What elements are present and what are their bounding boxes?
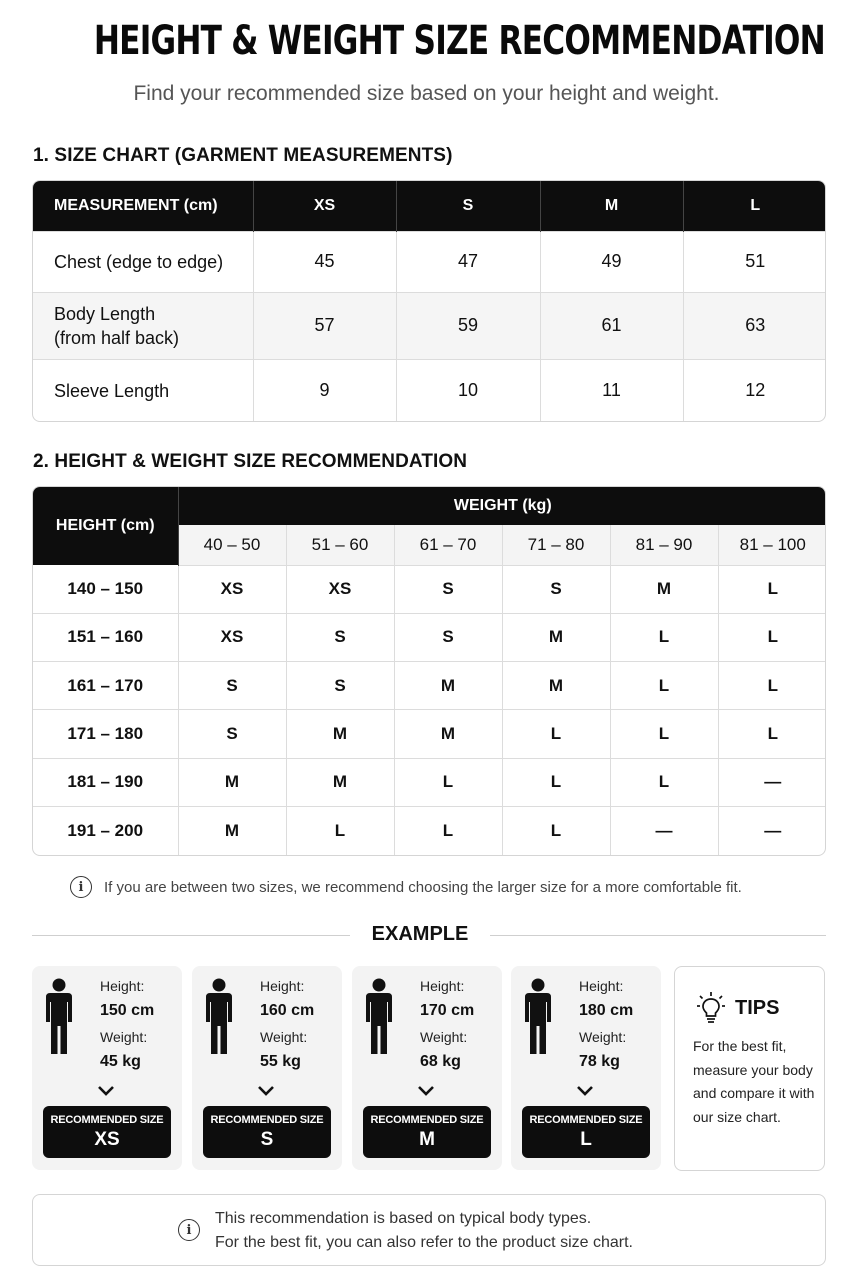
bottom-note-line2: For the best fit, you can also refer to the product size chart. [215, 1234, 633, 1251]
example-card [511, 966, 661, 1170]
weight-value: 55 kg [260, 1053, 301, 1070]
recommended-size-value: XS [94, 1129, 120, 1150]
size-cell: L [718, 710, 826, 758]
recommendation-table [32, 486, 826, 856]
row-label [33, 292, 253, 359]
size-cell: L [610, 662, 718, 710]
table-row [33, 758, 826, 806]
size-cell: L [610, 613, 718, 661]
recommendation-heading: 2. HEIGHT & WEIGHT SIZE RECOMMENDATION [33, 451, 468, 472]
table-cell: 9 [253, 359, 396, 422]
size-chart-header-xs: XS [253, 181, 396, 231]
height-range: 181 – 190 [33, 758, 178, 806]
size-cell: M [502, 662, 610, 710]
size-cell: S [178, 710, 286, 758]
size-cell: XS [286, 565, 394, 613]
chevron-down-icon [416, 1084, 436, 1098]
recommended-size-badge [203, 1106, 331, 1158]
recommended-size-label: RECOMMENDED SIZE [529, 1114, 643, 1126]
bottom-note [32, 1194, 826, 1266]
size-cell: XS [178, 613, 286, 661]
table-row [33, 231, 826, 292]
tips-card [674, 966, 825, 1171]
table-cell: 51 [683, 231, 826, 292]
table-row [33, 292, 826, 359]
recommended-size-value: S [260, 1129, 274, 1150]
weight-label: Weight: [579, 1029, 627, 1045]
size-cell: L [286, 806, 394, 854]
table-cell: 59 [396, 292, 540, 359]
weight-label: Weight: [420, 1029, 468, 1045]
table-cell: 47 [396, 231, 540, 292]
size-cell: L [394, 806, 502, 854]
recommended-size-value: L [580, 1129, 592, 1150]
recommended-size-badge [43, 1106, 171, 1158]
size-cell: L [502, 806, 610, 854]
tips-title: TIPS [735, 997, 780, 1019]
height-range: 161 – 170 [33, 662, 178, 710]
height-header: HEIGHT (cm) [33, 487, 178, 565]
page-subtitle: Find your recommended size based on your height and weight. [133, 82, 720, 105]
example-card [192, 966, 342, 1170]
size-cell: S [286, 662, 394, 710]
table-row [33, 565, 826, 613]
weight-value: 78 kg [579, 1053, 620, 1070]
info-icon: i [178, 1219, 200, 1241]
person-icon [364, 978, 394, 1056]
size-cell: — [610, 806, 718, 854]
height-value: 150 cm [100, 1002, 155, 1019]
recommended-size-label: RECOMMENDED SIZE [50, 1114, 164, 1126]
recommended-size-badge [363, 1106, 491, 1158]
weight-range-header: 81 – 100 [718, 525, 826, 565]
example-card [352, 966, 502, 1170]
lightbulb-icon [697, 991, 725, 1025]
size-cell: L [718, 662, 826, 710]
table-row [33, 710, 826, 758]
weight-range-header: 81 – 90 [610, 525, 718, 565]
size-cell: S [178, 662, 286, 710]
table-row [33, 662, 826, 710]
recommended-size-label: RECOMMENDED SIZE [210, 1114, 324, 1126]
weight-header: WEIGHT (kg) [178, 487, 826, 525]
table-cell: 10 [396, 359, 540, 422]
size-cell: M [394, 710, 502, 758]
recommended-size-value: M [419, 1129, 435, 1150]
chevron-down-icon [256, 1084, 276, 1098]
size-cell: M [178, 758, 286, 806]
size-cell: XS [178, 565, 286, 613]
size-cell: L [502, 710, 610, 758]
bottom-note-line1: This recommendation is based on typical body types. [215, 1210, 592, 1227]
height-range: 151 – 160 [33, 613, 178, 661]
weight-value: 45 kg [100, 1053, 141, 1070]
table-cell: 49 [540, 231, 683, 292]
height-value: 170 cm [420, 1002, 475, 1019]
table-cell: 63 [683, 292, 826, 359]
size-chart-heading: 1. SIZE CHART (GARMENT MEASUREMENTS) [33, 145, 453, 166]
height-label: Height: [579, 978, 624, 994]
table-cell: 61 [540, 292, 683, 359]
page-title: HEIGHT & WEIGHT SIZE RECOMMENDATION [93, 18, 826, 64]
height-value: 180 cm [579, 1002, 634, 1019]
example-card [32, 966, 182, 1170]
weight-range-header: 71 – 80 [502, 525, 610, 565]
size-cell: L [718, 613, 826, 661]
size-cell: M [286, 710, 394, 758]
height-range: 191 – 200 [33, 806, 178, 854]
example-heading: EXAMPLE [371, 923, 469, 945]
size-chart-header-s: S [396, 181, 540, 231]
recommended-size-badge [522, 1106, 650, 1158]
size-cell: M [286, 758, 394, 806]
height-label: Height: [100, 978, 145, 994]
height-label: Height: [420, 978, 465, 994]
table-cell: 57 [253, 292, 396, 359]
size-cell: L [394, 758, 502, 806]
weight-range-header: 61 – 70 [394, 525, 502, 565]
table-row [33, 359, 826, 422]
size-chart-header-measurement: MEASUREMENT (cm) [33, 181, 253, 231]
size-cell: S [502, 565, 610, 613]
size-chart-table [32, 180, 826, 422]
table-row [33, 806, 826, 854]
weight-label: Weight: [260, 1029, 308, 1045]
size-cell: S [394, 613, 502, 661]
size-cell: S [394, 565, 502, 613]
person-icon [523, 978, 553, 1056]
weight-range-header: 40 – 50 [178, 525, 286, 565]
row-label: Chest (edge to edge) [33, 231, 253, 292]
weight-label: Weight: [100, 1029, 148, 1045]
size-cell: S [286, 613, 394, 661]
height-range: 140 – 150 [33, 565, 178, 613]
info-icon: i [70, 876, 92, 898]
size-chart-header-l: L [683, 181, 826, 231]
person-icon [204, 978, 234, 1056]
recommended-size-label: RECOMMENDED SIZE [370, 1114, 484, 1126]
size-cell: — [764, 820, 782, 840]
fit-note [70, 876, 742, 898]
size-cell: L [610, 710, 718, 758]
tips-text: For the best fit, measure your body and compare it with our size chart. [693, 1038, 815, 1125]
fit-note-text: If you are between two sizes, we recommend choosing the larger size for a more comfortable fit. [104, 878, 742, 896]
table-row [33, 613, 826, 661]
size-cell: L [718, 565, 826, 613]
row-label: Sleeve Length [33, 359, 253, 422]
row-label-line1: Body Length [54, 303, 156, 324]
size-chart-header-m: M [540, 181, 683, 231]
size-cell: — [718, 758, 826, 806]
table-cell: 45 [253, 231, 396, 292]
size-cell: L [610, 758, 718, 806]
size-cell: L [502, 758, 610, 806]
person-icon [44, 978, 74, 1056]
size-cell: M [178, 806, 286, 854]
weight-range-header: 51 – 60 [286, 525, 394, 565]
size-cell: M [394, 662, 502, 710]
table-cell: 11 [540, 359, 683, 422]
height-label: Height: [260, 978, 305, 994]
height-value: 160 cm [260, 1002, 315, 1019]
table-cell: 12 [683, 359, 826, 422]
chevron-down-icon [96, 1084, 116, 1098]
row-label-line2: (from half back) [54, 327, 180, 348]
size-cell: M [610, 565, 718, 613]
height-range: 171 – 180 [33, 710, 178, 758]
weight-value: 68 kg [420, 1053, 461, 1070]
chevron-down-icon [575, 1084, 595, 1098]
size-cell: M [502, 613, 610, 661]
